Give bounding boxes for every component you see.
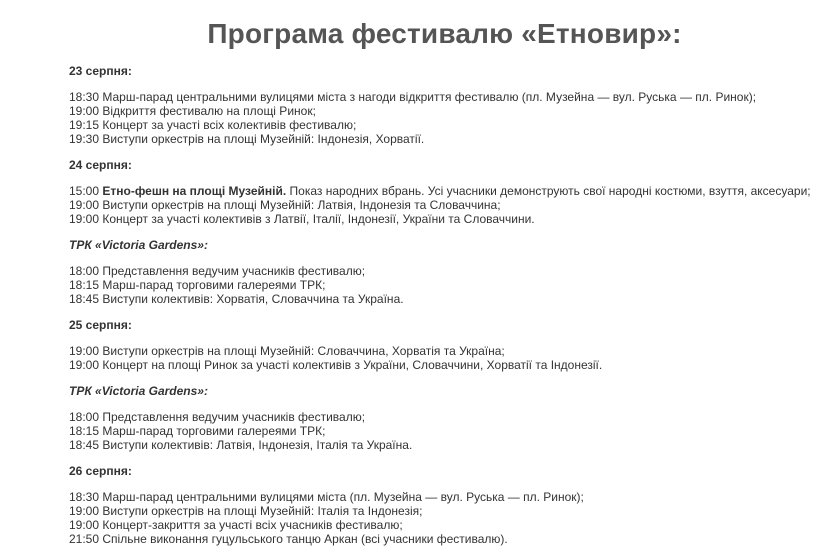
schedule-description: Виступи колективів: Латвія, Індонезія, Італія та Україна. <box>102 438 413 452</box>
schedule-item <box>69 184 827 198</box>
schedule-item <box>69 278 827 292</box>
section-heading: 23 серпня: <box>69 64 132 78</box>
schedule-item <box>69 132 827 146</box>
schedule-time: 18:45 <box>69 438 100 452</box>
section-spacer <box>69 252 827 264</box>
schedule-description: Марш-парад центральними вулицями міста з нагоди відкриття фестивалю (пл. Музейна — вул. Руська — пл. Ринок); <box>102 90 757 104</box>
schedule-time: 18:45 <box>69 292 100 306</box>
schedule-description: Виступи оркестрів на площі Музейній: Словаччина, Хорватія та Україна; <box>102 344 505 358</box>
program-section <box>69 464 827 546</box>
schedule-list <box>69 344 827 372</box>
section-heading: ТРК «Victoria Gardens»: <box>69 238 208 252</box>
schedule-item <box>69 118 827 132</box>
section-heading: 26 серпня: <box>69 464 132 478</box>
schedule-time: 19:00 <box>69 344 100 358</box>
schedule-item <box>69 264 827 278</box>
schedule-description: Відкриття фестивалю на площі Ринок; <box>102 104 316 118</box>
program-content <box>69 64 827 546</box>
schedule-time: 19:30 <box>69 132 100 146</box>
schedule-time: 18:15 <box>69 424 100 438</box>
schedule-time: 19:15 <box>69 118 100 132</box>
program-section <box>69 64 827 146</box>
schedule-description: Представлення ведучим учасників фестивалю; <box>102 410 366 424</box>
schedule-description: Марш-парад торговими галереями ТРК; <box>102 278 326 292</box>
schedule-time: 19:00 <box>69 358 100 372</box>
schedule-description: Показ народних вбрань. Усі учасники демонструють свої народні костюми, взуття, аксесуари; <box>289 184 811 198</box>
schedule-item <box>69 212 827 226</box>
schedule-list <box>69 90 827 146</box>
program-section <box>69 158 827 226</box>
program-section <box>69 318 827 372</box>
schedule-description: Виступи оркестрів на площі Музейній: Індонезія, Хорватії. <box>102 132 425 146</box>
schedule-description: Концерт на площі Ринок за участі колективів з України, Словаччини, Хорватії та Індонезії. <box>102 358 603 372</box>
schedule-time: 19:00 <box>69 104 100 118</box>
schedule-item <box>69 532 827 546</box>
schedule-time: 18:30 <box>69 490 100 504</box>
schedule-item <box>69 292 827 306</box>
schedule-description: Концерт за участі всіх колективів фестивалю; <box>102 118 357 132</box>
schedule-description: Виступи колективів: Хорватія, Словаччина та Україна. <box>102 292 404 306</box>
section-spacer <box>69 172 827 184</box>
schedule-item <box>69 504 827 518</box>
schedule-item <box>69 424 827 438</box>
schedule-description: Концерт-закриття за участі всіх учасників фестивалю; <box>102 518 403 532</box>
schedule-description: Марш-парад торговими галереями ТРК; <box>102 424 326 438</box>
section-spacer <box>69 332 827 344</box>
schedule-item <box>69 198 827 212</box>
schedule-list <box>69 264 827 306</box>
section-spacer <box>69 398 827 410</box>
schedule-description: Представлення ведучим учасників фестивалю; <box>102 264 366 278</box>
section-heading: 24 серпня: <box>69 158 132 172</box>
schedule-item <box>69 358 827 372</box>
schedule-time: 19:00 <box>69 518 100 532</box>
schedule-list <box>69 410 827 452</box>
schedule-list <box>69 184 827 226</box>
schedule-item <box>69 490 827 504</box>
schedule-time: 19:00 <box>69 198 100 212</box>
schedule-time: 15:00 <box>69 184 100 198</box>
page-title: Програма фестивалю «Етновир»: <box>207 18 682 49</box>
schedule-description: Спільне виконання гуцульського танцю Аркан (всі учасники фестивалю). <box>102 532 508 546</box>
section-heading: ТРК «Victoria Gardens»: <box>69 384 208 398</box>
schedule-item <box>69 344 827 358</box>
schedule-time: 18:00 <box>69 410 100 424</box>
schedule-item <box>69 90 827 104</box>
schedule-description: Виступи оркестрів на площі Музейній: Латвія, Індонезія та Словаччина; <box>102 198 501 212</box>
schedule-time: 21:50 <box>69 532 100 546</box>
schedule-time: 19:00 <box>69 504 100 518</box>
schedule-highlight: Етно-фешн на площі Музейній. <box>102 184 287 198</box>
schedule-list <box>69 490 827 546</box>
schedule-time: 19:00 <box>69 212 100 226</box>
section-spacer <box>69 478 827 490</box>
schedule-time: 18:15 <box>69 278 100 292</box>
schedule-time: 18:30 <box>69 90 100 104</box>
schedule-description: Марш-парад центральними вулицями міста (пл. Музейна — вул. Руська — пл. Ринок); <box>102 490 584 504</box>
schedule-item <box>69 518 827 532</box>
schedule-time: 18:00 <box>69 264 100 278</box>
schedule-item <box>69 410 827 424</box>
schedule-item <box>69 438 827 452</box>
schedule-description: Концерт за участі колективів з Латвії, Італії, Індонезії, України та Словаччини. <box>102 212 535 226</box>
section-heading: 25 серпня: <box>69 318 132 332</box>
schedule-description: Виступи оркестрів на площі Музейній: Італія та Індонезія; <box>102 504 423 518</box>
schedule-item <box>69 104 827 118</box>
section-spacer <box>69 78 827 90</box>
program-section <box>69 384 827 452</box>
program-section <box>69 238 827 306</box>
